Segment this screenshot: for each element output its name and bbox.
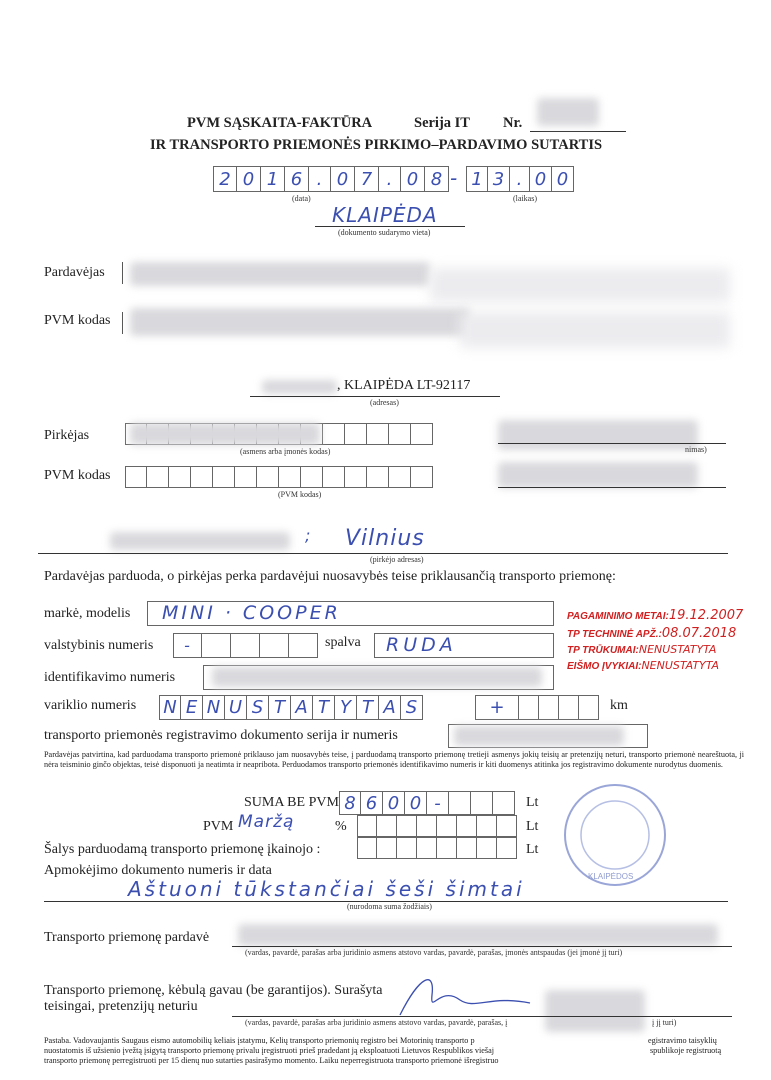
stamp-accidents-label: EIŠMO ĮVYKIAI: (567, 661, 642, 672)
engine-char: T (313, 695, 335, 720)
time-boxes (466, 166, 574, 192)
redacted-buyer-name (498, 420, 698, 450)
km-label: km (610, 698, 628, 713)
sum-digit: - (427, 791, 449, 815)
make-label: markė, modelis (44, 606, 131, 621)
redacted-seller-extra (430, 268, 730, 302)
doc-subtitle: IR TRANSPORTO PRIEMONĖS PIRKIMO–PARDAVIMO SUTARTIS (150, 137, 603, 153)
seller-label: Pardavėjas (44, 265, 105, 280)
redacted-seller-name (130, 262, 430, 286)
received-line (232, 1016, 732, 1017)
vat-label: PVM (203, 819, 234, 834)
stamp-made-value: 19.12.2007 (668, 608, 744, 623)
seal-text: KLAIPĖDOS (588, 872, 634, 881)
stamp-accidents-value: NENUSTATYTA (641, 659, 720, 672)
plate-cells (173, 633, 318, 658)
redacted-buyer-extra (498, 462, 698, 488)
time-digit: 0 (530, 166, 552, 192)
buyer-vat-caption: (PVM kodas) (278, 490, 322, 499)
received-label-2: teisingai, pretenzijų neturiu (44, 999, 198, 1014)
time-digit: 1 (466, 166, 488, 192)
stamp-made-label: PAGAMINIMO METAI: (567, 611, 669, 622)
date-digit: 1 (261, 166, 285, 192)
buyer-address-city: Vilnius (345, 526, 425, 551)
buyer-extra-line (498, 487, 726, 488)
redacted-seller-vat (130, 308, 470, 336)
reg-doc-label: transporto priemonės registravimo dokumento serija ir numeris (44, 728, 398, 743)
date-digit: 0 (237, 166, 261, 192)
vat-pct: % (335, 819, 347, 834)
make-value: MINI · COOPER (162, 602, 341, 624)
series-label: Serija IT (414, 115, 470, 131)
seller-box-edge (122, 262, 124, 284)
seller-address-caption: (adresas) (370, 398, 399, 407)
buyer-name-caption: nimas) (685, 445, 707, 454)
redacted-buyer-code (130, 423, 320, 445)
redacted-buyer-signature (545, 990, 645, 1032)
place-value: KLAIPĖDA (332, 203, 438, 227)
sale-text: Pardavėjas parduoda, o pirkėjas perka pardavėjui nuosavybės teise priklausančią transporto priemonę: (44, 569, 616, 584)
stamp-faults (567, 643, 716, 656)
sum-digit: 6 (361, 791, 383, 815)
buyer-address-caption: (pirkėjo adresas) (370, 555, 424, 564)
buyer-code-caption: (asmens arba įmonės kodas) (240, 447, 331, 456)
note-line-1-end: egistravimo taisyklių (648, 1036, 717, 1045)
note-line-2-end: spublikoje registruotą (650, 1046, 722, 1055)
vin-label: identifikavimo numeris (44, 670, 176, 685)
redacted-seller-info (460, 312, 730, 348)
note-line-3: transporto priemonę perregistruoti per 15 dienų nuo sutarties pasirašymo momento. Laiku neperregistruota transporto priemonė išregistruo (44, 1056, 499, 1065)
payment-label: Apmokėjimo dokumento numeris ir data (44, 863, 272, 878)
sum-digit: 0 (383, 791, 405, 815)
redacted-vin (212, 667, 542, 687)
sum-label: SUMA BE PVM (244, 795, 339, 810)
sum-cells (339, 791, 515, 815)
nr-line (530, 131, 626, 132)
date-digit: 0 (401, 166, 425, 192)
seller-address-line (250, 396, 500, 397)
sold-line (232, 946, 732, 947)
time-digit: 3 (488, 166, 510, 192)
date-digit: . (379, 166, 401, 192)
doc-title: PVM SĄSKAITA-FAKTŪRA (187, 115, 373, 131)
redacted-nr (537, 98, 599, 126)
buyer-vat-label: PVM kodas (44, 468, 111, 483)
engine-char: U (225, 695, 247, 720)
price-lt: Lt (526, 842, 539, 857)
date-caption: (data) (292, 194, 311, 203)
sold-caption: (vardas, pavardė, parašas arba juridinio asmens atstovo vardas, pavardė, parašas, įmonės antspaudas (jei įmonė jį turi) (245, 948, 623, 957)
sum-digit: 8 (339, 791, 361, 815)
km-first: + (475, 695, 519, 720)
place-line (315, 226, 465, 227)
engine-cells (159, 695, 423, 720)
legal-text: Pardavėjas patvirtina, kad parduodama transporto priemonė priklauso jam nuosavybės teise, į parduodamą transporto priemonę tretieji asmenys jokių teisių ar pretenzijų neturi, transporto priemonė neareštuota, ji nėra teisminio ginčo objektas, teisė disponuoti ja neatimta ir neapribota. Perduodamos transporto priemonės identifikavimo numeris ir kiti duomenys atitinka jos registravimo dokumente nurodytus duomenis. (44, 750, 744, 769)
vat-cells (357, 815, 517, 837)
km-cells (475, 695, 599, 720)
color-value: RUDA (386, 634, 457, 656)
buyer-address-mark: ; (305, 526, 312, 545)
sold-label: Transporto priemonę pardavė (44, 930, 210, 945)
note-line-1: Pastaba. Vadovaujantis Saugaus eismo automobilių keliais įstatymu, Kelių transporto priemonių registro bei Motorinių transporto p (44, 1036, 475, 1045)
stamp-tp-label: TP TECHNINĖ APŽ.: (567, 629, 662, 640)
engine-char: E (181, 695, 203, 720)
stamp-accidents (567, 659, 719, 672)
date-digit: . (309, 166, 331, 192)
nr-label: Nr. (503, 115, 523, 131)
seller-vat-label: PVM kodas (44, 313, 111, 328)
engine-char: S (401, 695, 423, 720)
seller-address: , KLAIPĖDA LT-92117 (337, 378, 471, 393)
buyer-vat-cells (125, 466, 433, 488)
date-digit: 7 (355, 166, 379, 192)
redacted-reg-doc (454, 726, 624, 746)
redacted-buyer-street (110, 532, 290, 550)
seller-vat-box-edge (122, 312, 124, 334)
color-label: spalva (325, 635, 361, 650)
words-caption: (nurodoma suma žodžiais) (347, 902, 432, 911)
redacted-seller-signature (238, 924, 718, 946)
date-boxes (213, 166, 449, 192)
note-line-2: nuostatomis iš užsienio įvežtą įsigytą transporto priemonę privalu įregistruoti prieš pradedant ją eksploatuoti Lietuvos Respublikos viešaj (44, 1046, 494, 1055)
plate-label: valstybinis numeris (44, 638, 154, 653)
stamp-faults-label: TP TRŪKUMAI: (567, 645, 639, 656)
time-digit: 0 (552, 166, 574, 192)
engine-char: N (159, 695, 181, 720)
date-digit: 8 (425, 166, 449, 192)
vat-lt: Lt (526, 819, 539, 834)
date-time-separator: - (450, 166, 459, 190)
redacted-seller-street (262, 380, 337, 394)
stamp-made (567, 608, 743, 623)
buyer-label: Pirkėjas (44, 428, 90, 443)
received-label-1: Transporto priemonę, kėbulą gavau (be garantijos). Surašyta (44, 983, 383, 998)
stamp-faults-value: NENUSTATYTA (638, 643, 717, 656)
price-label: Šalys parduodamą transporto priemonę įkainojo : (44, 842, 321, 857)
engine-label: variklio numeris (44, 698, 137, 713)
place-caption: (dokumento sudarymo vieta) (338, 228, 431, 237)
date-digit: 6 (285, 166, 309, 192)
buyer-address-line (38, 553, 728, 554)
date-digit: 0 (331, 166, 355, 192)
sum-lt: Lt (526, 795, 539, 810)
sum-in-words: Aštuoni tūkstančiai šeši šimtai (128, 877, 525, 901)
engine-char: T (269, 695, 291, 720)
sum-digit: 0 (405, 791, 427, 815)
engine-char: T (357, 695, 379, 720)
engine-char: Y (335, 695, 357, 720)
engine-char: N (203, 695, 225, 720)
engine-char: S (247, 695, 269, 720)
engine-char: A (379, 695, 401, 720)
engine-char: A (291, 695, 313, 720)
time-caption: (laikas) (513, 194, 537, 203)
price-cells (357, 837, 517, 859)
received-caption-end: į jį turi) (652, 1018, 677, 1027)
stamp-tp (567, 626, 736, 641)
vat-hand: Maržą (238, 812, 295, 832)
seal-stamp (560, 780, 670, 890)
buyer-name-line (498, 443, 726, 444)
plate-first: - (173, 633, 202, 658)
stamp-tp-value: 08.07.2018 (661, 626, 737, 641)
time-digit: . (510, 166, 530, 192)
received-caption: (vardas, pavardė, parašas arba juridinio asmens atstovo vardas, pavardė, parašas, į (245, 1018, 508, 1027)
date-digit: 2 (213, 166, 237, 192)
